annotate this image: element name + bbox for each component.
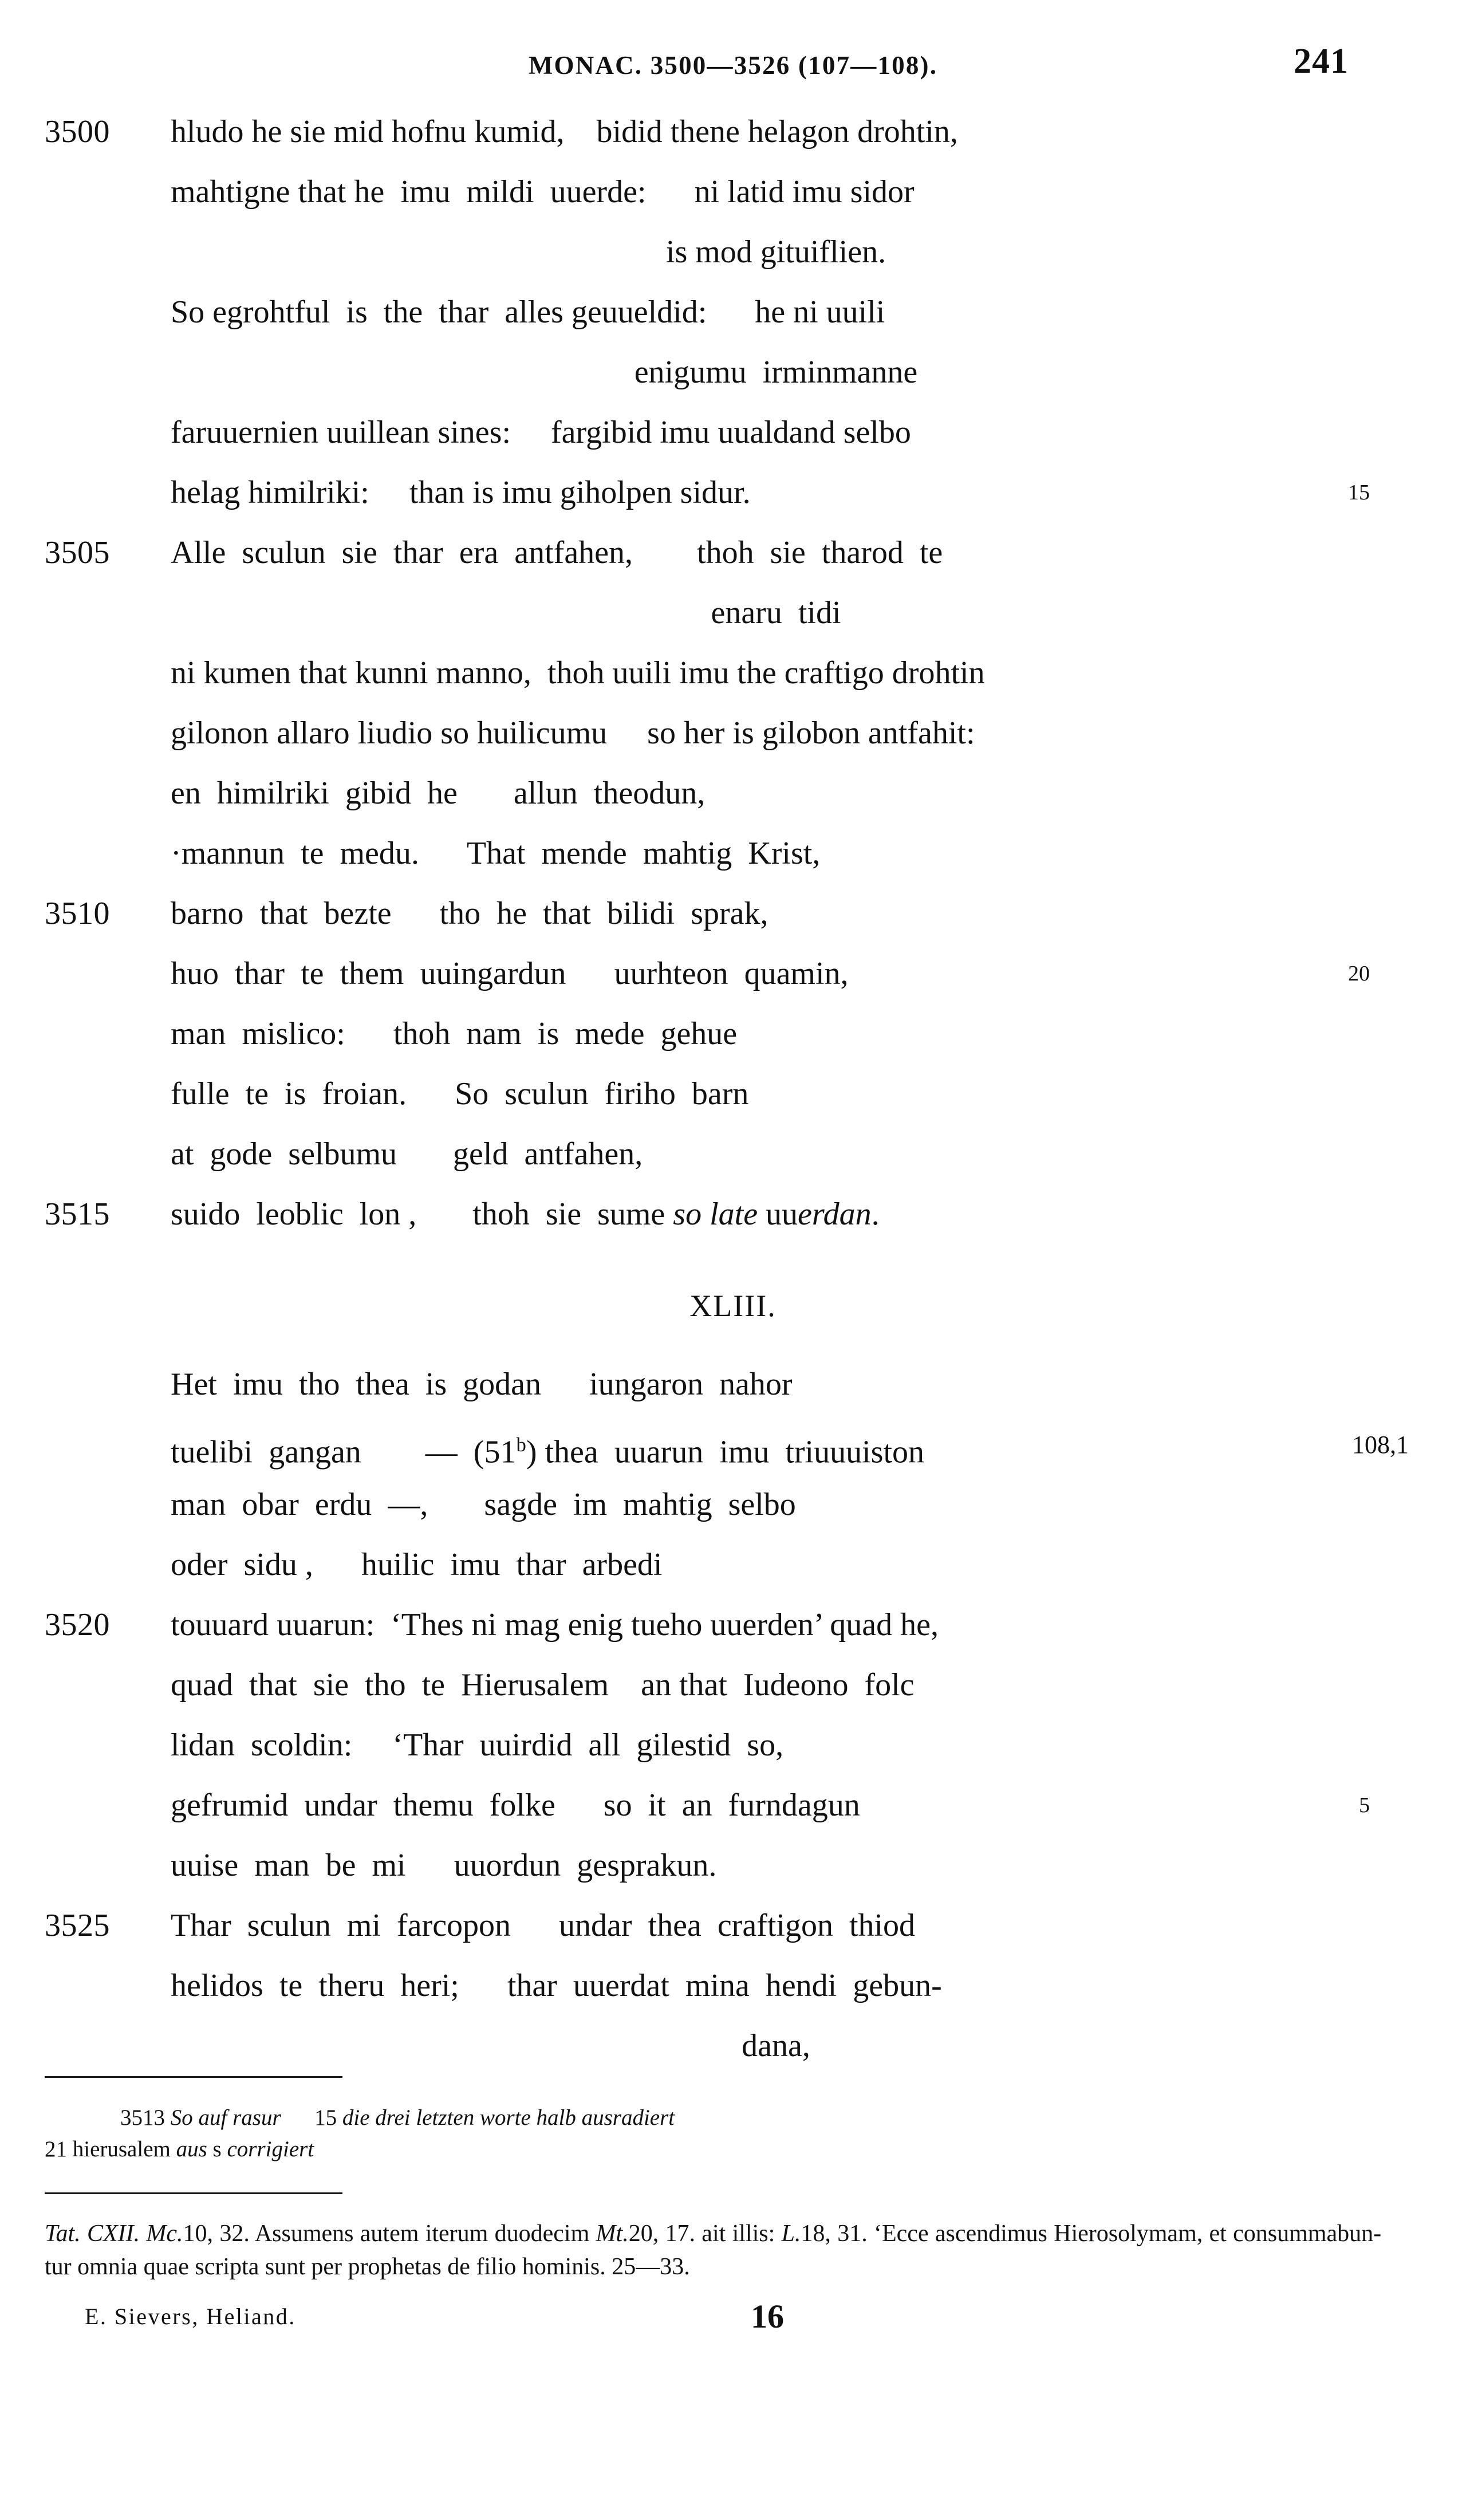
- verse-line: [0, 523, 1466, 583]
- verse-line: [0, 162, 1466, 222]
- verse-text: Thar sculun mi farcopon undar thea craftigon thiod: [171, 1908, 916, 1943]
- verse-text: huo thar te them uuingardun uurhteon quamin,: [171, 956, 849, 991]
- verse-line: [0, 1956, 1466, 2016]
- verse-text: ·mannun te medu. That mende mahtig Krist,: [171, 836, 821, 871]
- latin-ref-mark: Mc.: [146, 2220, 183, 2247]
- verse-text: hludo he sie mid hofnu kumid, bidid thene helagon drohtin,: [171, 114, 958, 149]
- latin-ref-mark-loc: 10, 32.: [183, 2220, 250, 2247]
- apparatus-line-2: [45, 2133, 1380, 2165]
- page-number: 241: [1294, 42, 1349, 81]
- verse-text: helidos te theru heri; thar uuerdat mina hendi gebun-: [171, 1968, 942, 2003]
- verse-text: touuard uuarun: ‘Thes ni mag enig tueho uuerden’ quad he,: [171, 1607, 939, 1643]
- verse-text: gilonon allaro liudio so huilicumu so her is gilobon antfahit:: [171, 715, 975, 751]
- verse-line: [0, 2016, 1466, 2076]
- apparatus-lemma-2: s: [212, 2137, 222, 2161]
- verse-line: [0, 1775, 1466, 1836]
- apparatus-line-1: [45, 2102, 1380, 2133]
- running-head: [0, 0, 1466, 81]
- verse-text: fulle te is froian. So sculun firiho barn: [171, 1076, 749, 1112]
- verse-text: barno that bezte tho he that bilidi sprak,: [171, 896, 769, 931]
- verse-line: [0, 1655, 1466, 1715]
- verse-segment-italic2: erdan: [798, 1196, 872, 1232]
- page-footer: [0, 2298, 1466, 2354]
- running-head-title: MONAC. 3500—3526 (107—108).: [528, 51, 938, 80]
- verse-segment-italic: so late: [673, 1196, 758, 1232]
- verse-number: 3525: [45, 1908, 110, 1943]
- verse-line: [0, 1124, 1466, 1184]
- apparatus-lemma: hierusalem: [72, 2137, 171, 2161]
- critical-apparatus: [45, 2102, 1380, 2165]
- verse-line: [0, 282, 1466, 342]
- verse-text: oder sidu , huilic imu thar arbedi: [171, 1547, 663, 1582]
- verse-text: Het imu tho thea is godan iungaron nahor: [171, 1367, 793, 1402]
- latin-ref-matthew-loc: 20, 17.: [628, 2220, 695, 2247]
- verse-text: uuise man be mi uuordun gesprakun.: [171, 1848, 717, 1883]
- verse-text: gefrumid undar themu folke so it an furndagun: [171, 1787, 860, 1823]
- chapter-heading: XLIII.: [689, 1289, 777, 1323]
- verse-segment-plain3: .: [871, 1196, 880, 1232]
- apparatus-note-1: So auf rasur: [170, 2105, 281, 2130]
- latin-ref-tatian: Tat. CXII.: [45, 2220, 140, 2247]
- verse-line: [0, 342, 1466, 403]
- verse-line: [0, 824, 1466, 884]
- verse-text: helag himilriki: than is imu giholpen sidur.: [171, 475, 751, 510]
- verse-text: ni kumen that kunni manno, thoh uuili imu the craftigo drohtin: [171, 655, 985, 691]
- latin-text-2: ait illis:: [702, 2220, 775, 2247]
- verse-text: enaru tidi: [711, 595, 841, 631]
- apparatus-note-4: corrigiert: [227, 2137, 314, 2161]
- verse-text: Alle sculun sie thar era antfahen, thoh sie tharod te: [171, 535, 943, 570]
- verse-text: en himilriki gibid he allun theodun,: [171, 775, 706, 811]
- verse-text: at gode selbumu geld antfahen,: [171, 1136, 643, 1172]
- verse-line-3515: [0, 1184, 1466, 1245]
- verse-line: [0, 463, 1466, 523]
- apparatus-lineref-21: 21: [45, 2137, 67, 2161]
- apparatus-lineref-3513: 3513: [120, 2105, 165, 2130]
- verse-line: [0, 1896, 1466, 1956]
- verse-text: mahtigne that he imu mildi uuerde: ni latid imu sidor: [171, 174, 915, 210]
- latin-text-1: Assumens autem iterum duodecim: [254, 2220, 590, 2247]
- folio-superscript: b: [516, 1434, 526, 1456]
- verse-line: [0, 1354, 1466, 1415]
- margin-number: 20: [1348, 962, 1370, 986]
- verse-number: 3510: [45, 896, 110, 931]
- verse-block-first: [0, 102, 1466, 1184]
- verse-number: 3505: [45, 535, 110, 570]
- verse-line: [0, 403, 1466, 463]
- footer-sheet-number: 16: [751, 2298, 784, 2335]
- verse-line: [0, 1595, 1466, 1655]
- verse-text: man mislico: thoh nam is mede gehue: [171, 1016, 738, 1052]
- verse-segment-plain: suido leoblic lon , thoh sie sume: [171, 1196, 673, 1232]
- verse-line: [0, 944, 1466, 1004]
- margin-number: 15: [1348, 481, 1370, 505]
- footer-signature: E. Sievers, Heliand.: [85, 2304, 296, 2329]
- latin-ref-matthew: Mt.: [596, 2220, 629, 2247]
- verse-text: faruuernien uuillean sines: fargibid imu uualdand selbo: [171, 415, 911, 450]
- verse-line: [0, 1836, 1466, 1896]
- latin-source-note: [45, 2217, 1381, 2283]
- verse-line: [0, 583, 1466, 643]
- verse-text: [171, 1415, 924, 1483]
- verse-text: So egrohtful is the thar alles geuueldid: he ni uuili: [171, 294, 885, 330]
- verse-line: [0, 1004, 1466, 1064]
- latin-text-3: ‘Ecce ascendimus Hierosolymam, et consummabun-: [874, 2220, 1382, 2247]
- apparatus-lineref-15: 15: [314, 2105, 337, 2130]
- verse-line: [0, 884, 1466, 944]
- verse-text: dana,: [742, 2028, 810, 2064]
- verse-line: [0, 703, 1466, 763]
- verse-line: [0, 222, 1466, 282]
- verse-line: [0, 763, 1466, 824]
- verse-text: is mod gituiflien.: [665, 234, 886, 270]
- apparatus-note-3: aus: [176, 2137, 207, 2161]
- verse-line: [0, 1475, 1466, 1535]
- verse-line: [0, 102, 1466, 162]
- verse-number: 3500: [45, 114, 110, 149]
- apparatus-note-2: die drei letzten worte halb ausradiert: [342, 2105, 675, 2130]
- verse-line-manuscript-folio: [0, 1415, 1466, 1475]
- latin-ref-luke-loc: 18, 31.: [801, 2220, 868, 2247]
- latin-note-rule: [45, 2192, 342, 2194]
- margin-number: 108,1: [1352, 1431, 1409, 1459]
- verse-block-second-before: [0, 1354, 1466, 1415]
- latin-ref-luke: L.: [781, 2220, 801, 2247]
- verse-text: man obar erdu —, sagde im mahtig selbo: [171, 1487, 796, 1522]
- verse-segment-plain2: uu: [758, 1196, 798, 1232]
- latin-text-4: tur omnia quae scripta sunt per prophetas de filio hominis.: [45, 2254, 606, 2280]
- verse-line: [0, 1715, 1466, 1775]
- verse-text: [171, 1184, 880, 1245]
- verse-text: quad that sie tho te Hierusalem an that Iudeono folc: [171, 1667, 915, 1703]
- verse-block-second-after: [0, 1475, 1466, 2076]
- verse-segment-plain: tuelibi gangan — (51: [171, 1434, 517, 1470]
- latin-text-5: 25—33.: [612, 2254, 690, 2280]
- margin-number: 5: [1359, 1793, 1370, 1817]
- verse-number: 3515: [45, 1196, 110, 1232]
- verse-segment-plain2: ) thea uuarun imu triuuuiston: [526, 1434, 925, 1470]
- verse-line: [0, 643, 1466, 703]
- apparatus-rule: [45, 2076, 342, 2078]
- verse-text: enigumu irminmanne: [634, 355, 918, 390]
- verse-line: [0, 1535, 1466, 1595]
- verse-text: lidan scoldin: ‘Thar uuirdid all gilestid so,: [171, 1727, 784, 1763]
- verse-line: [0, 1064, 1466, 1124]
- verse-number: 3520: [45, 1607, 110, 1643]
